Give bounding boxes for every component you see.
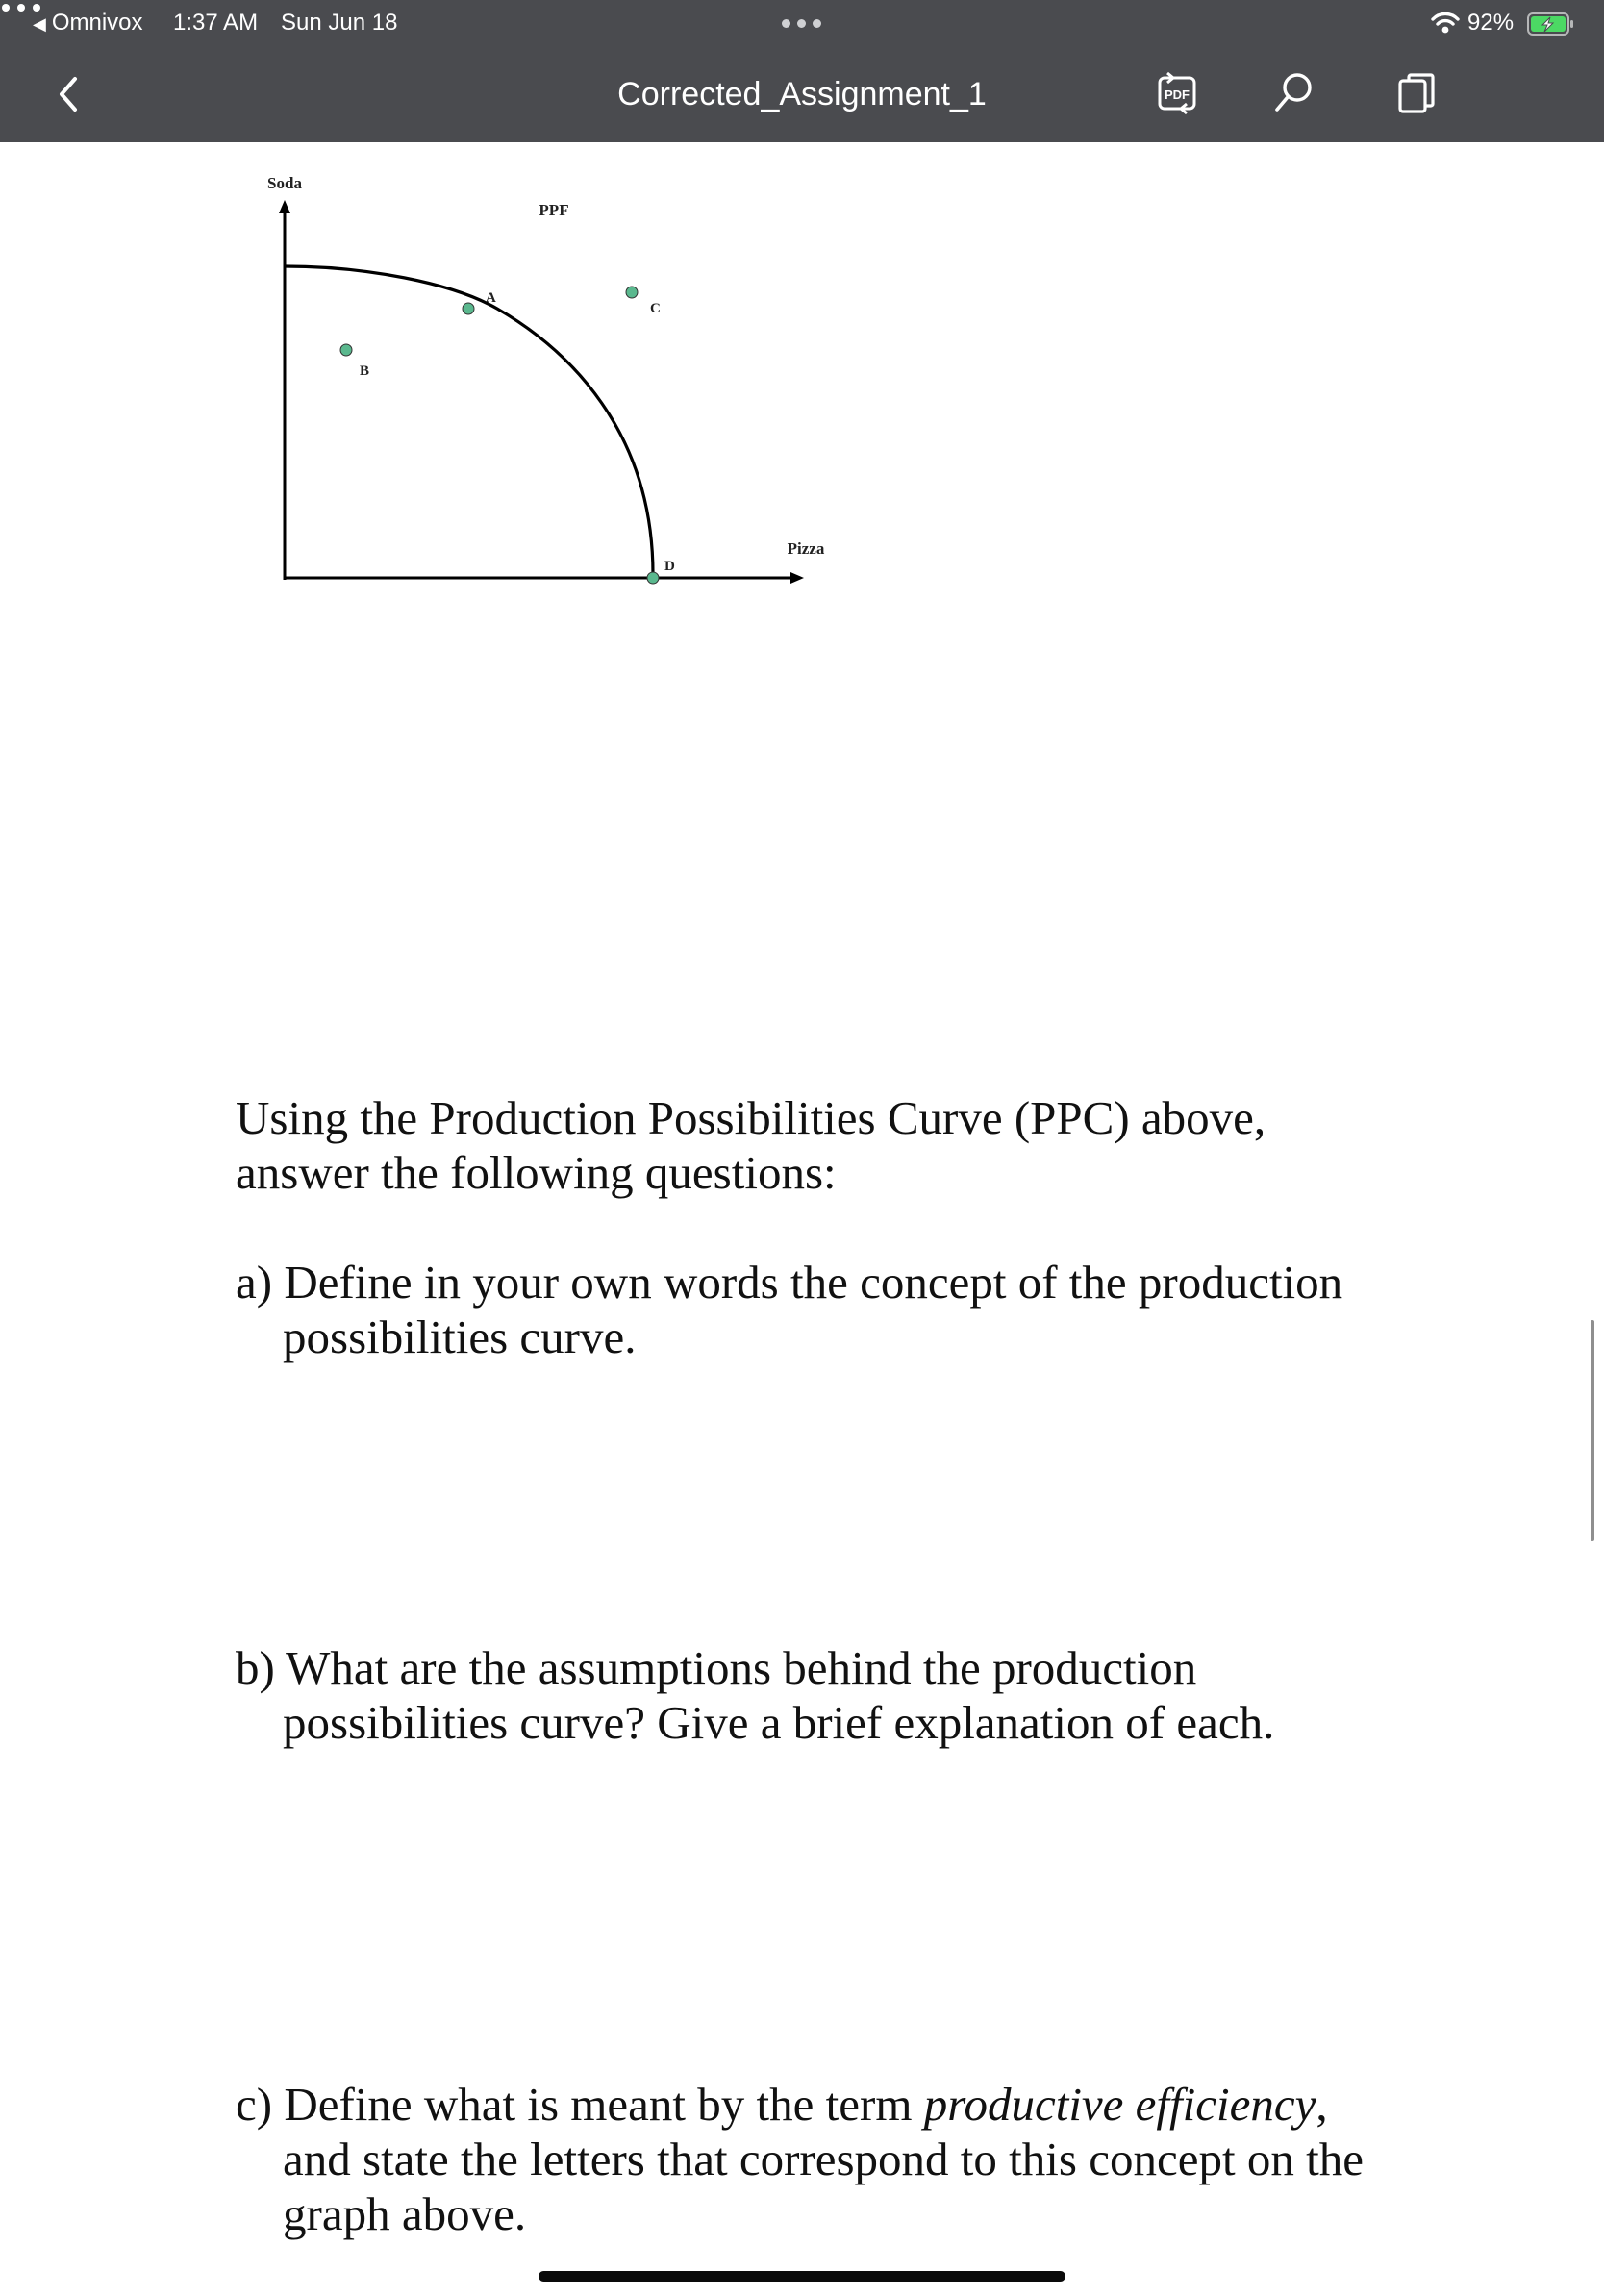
status-back-app-label: Omnivox (51, 10, 143, 36)
point-b-label: B (360, 363, 370, 379)
app-header (0, 0, 1604, 142)
wifi-icon (1431, 11, 1460, 36)
questions-intro (236, 1090, 1266, 1200)
point-b (340, 344, 352, 356)
status-time: 1:37 AM (173, 10, 259, 36)
status-back-to-app[interactable] (33, 8, 143, 38)
point-c (626, 287, 638, 298)
battery-charging-icon (1526, 11, 1576, 37)
question-a (236, 1255, 1342, 1364)
point-a-label: A (486, 290, 496, 306)
questions-intro-line2: answer the following questions: (236, 1146, 837, 1199)
back-triangle-icon: ◀ (33, 14, 46, 34)
search-icon[interactable] (1273, 71, 1317, 115)
home-indicator[interactable] (539, 2271, 1065, 2282)
question-c-line3: graph above. (283, 2187, 527, 2240)
point-a (463, 303, 474, 314)
questions-intro-line1: Using the Production Possibilities Curve (PPC) above, (236, 1091, 1266, 1144)
question-a-line2: possibilities curve. (283, 1310, 637, 1363)
pdf-icon-text: PDF (1165, 87, 1190, 102)
x-axis-label: Pizza (787, 539, 825, 558)
y-axis-label: Soda (267, 174, 302, 192)
question-c-term: productive efficiency (923, 2078, 1316, 2131)
question-c-line2: and state the letters that correspond to this concept on the (283, 2133, 1364, 2185)
question-a-line1: a) Define in your own words the concept of the production (236, 1256, 1343, 1309)
question-c-suffix: , (1316, 2078, 1328, 2131)
multitasking-dots-icon[interactable] (779, 13, 825, 33)
question-c-prefix: c) Define what is meant by the term (236, 2078, 924, 2131)
x-axis-arrow (790, 572, 804, 584)
copy-pages-icon[interactable] (1396, 71, 1439, 115)
point-d (647, 572, 659, 584)
ppf-graph (231, 162, 865, 604)
point-c-label: C (650, 301, 661, 316)
question-b-line2: possibilities curve? Give a brief explanation of each. (283, 1696, 1275, 1749)
question-b (236, 1640, 1274, 1750)
vertical-scrollbar[interactable] (1591, 1320, 1594, 1541)
battery-percent: 92% (1467, 10, 1515, 36)
pdf-convert-icon[interactable] (1154, 69, 1200, 117)
question-b-line1: b) What are the assumptions behind the production (236, 1641, 1197, 1694)
point-d-label: D (664, 559, 675, 574)
question-c (236, 2077, 1364, 2241)
document-title: Corrected_Assignment_1 (617, 76, 987, 112)
status-date: Sun Jun 18 (281, 10, 398, 36)
ppf-curve-label: PPF (539, 201, 569, 219)
y-axis-arrow (279, 200, 290, 213)
